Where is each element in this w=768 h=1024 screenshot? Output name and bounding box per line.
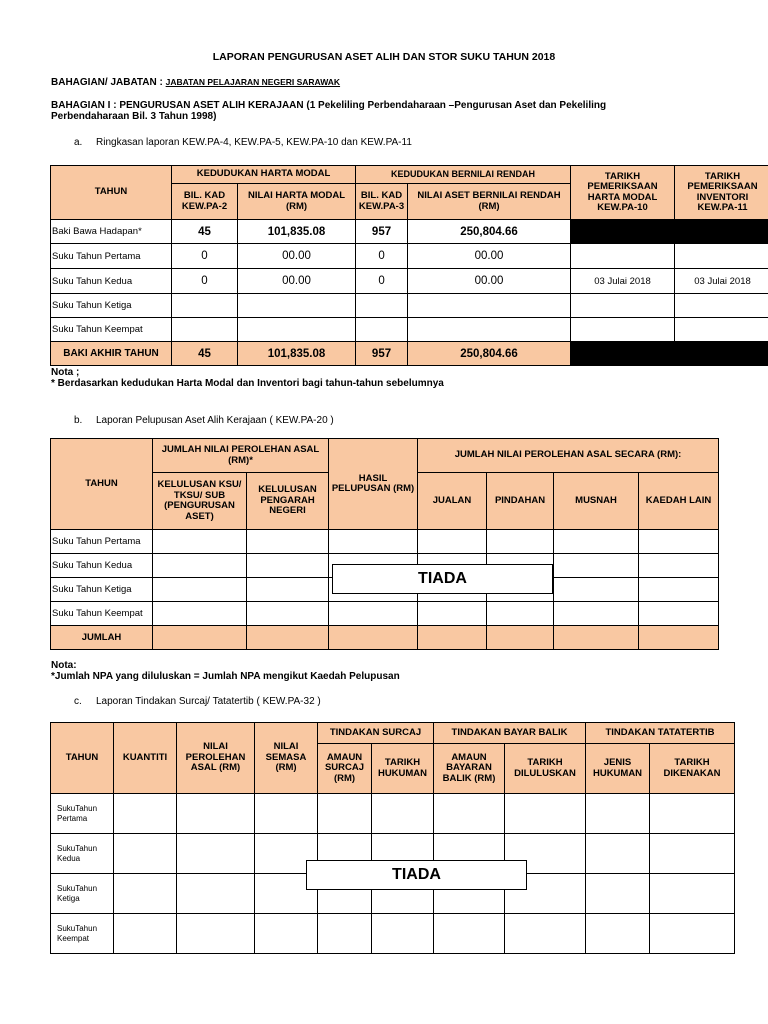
table-row-total bbox=[51, 626, 719, 650]
header-jumlah-secara: JUMLAH NILAI PEROLEHAN ASAL SECARA (RM): bbox=[418, 439, 719, 473]
header-nilai-harta-modal: NILAI HARTA MODAL (RM) bbox=[238, 184, 356, 220]
nota-b-label: Nota: bbox=[51, 660, 77, 671]
table-row-total bbox=[51, 342, 768, 366]
section-a-label: a. bbox=[74, 137, 83, 148]
header-nilai-asal: NILAI PEROLEHAN ASAL (RM) bbox=[177, 723, 255, 794]
tiada-box-b: TIADA bbox=[332, 564, 553, 594]
header-tarikh-dikenakan: TARIKH DIKENAKAN bbox=[650, 744, 735, 794]
cell-t11: 03 Julai 2018 bbox=[675, 269, 768, 294]
cell-nilai-br: 250,804.66 bbox=[408, 220, 571, 244]
row-label-jumlah: JUMLAH bbox=[51, 626, 153, 650]
jabatan-line: BAHAGIAN/ JABATAN : JABATAN PELAJARAN NEGERI SARAWAK bbox=[51, 77, 341, 88]
table-row bbox=[51, 602, 719, 626]
header-amaun-surcaj: AMAUN SURCAJ (RM) bbox=[318, 744, 372, 794]
header-tahun: TAHUN bbox=[51, 439, 153, 530]
table-row bbox=[51, 220, 768, 244]
header-musnah: MUSNAH bbox=[554, 473, 639, 530]
header-jumlah-nilai-asal: JUMLAH NILAI PEROLEHAN ASAL (RM)* bbox=[153, 439, 329, 473]
header-kuantiti: KUANTITI bbox=[114, 723, 177, 794]
empty-cell bbox=[675, 294, 768, 318]
nota-a-label: Nota ; bbox=[51, 367, 80, 378]
tiada-box-c: TIADA bbox=[306, 860, 527, 890]
empty-cell bbox=[238, 318, 356, 342]
row-label: Suku Tahun Keempat bbox=[51, 602, 153, 626]
header-jenis-hukuman: JENIS HUKUMAN bbox=[586, 744, 650, 794]
jabatan-value: JABATAN PELAJARAN NEGERI SARAWAK bbox=[165, 77, 341, 87]
cell-t10: 03 Julai 2018 bbox=[571, 269, 675, 294]
row-label: Suku Tahun Pertama bbox=[51, 530, 153, 554]
cell-nilai-hm: 101,835.08 bbox=[238, 342, 356, 366]
bahagian-1-line1: BAHAGIAN I : PENGURUSAN ASET ALIH KERAJAAN (1 Pekeliling Perbendaharaan –Pengurusan Aset dan Pekeliling bbox=[51, 100, 607, 111]
section-a-text: Ringkasan laporan KEW.PA-4, KEW.PA-5, KEW.PA-10 dan KEW.PA-11 bbox=[96, 137, 412, 148]
header-bil-kad-pa3: BIL. KAD KEW.PA-3 bbox=[356, 184, 408, 220]
header-tarikh-hukuman: TARIKH HUKUMAN bbox=[372, 744, 434, 794]
blacked-cell bbox=[571, 342, 675, 366]
row-label: Suku Tahun Pertama bbox=[51, 244, 172, 269]
cell-bil2: 0 bbox=[172, 244, 238, 269]
empty-cell bbox=[172, 294, 238, 318]
row-label: Suku Tahun Kedua bbox=[51, 269, 172, 294]
table-row bbox=[51, 794, 735, 834]
section-c-text: Laporan Tindakan Surcaj/ Tatatertib ( KEW.PA-32 ) bbox=[96, 696, 321, 707]
empty-cell bbox=[675, 318, 768, 342]
nota-a-text: * Berdasarkan kedudukan Harta Modal dan Inventori bagi tahun-tahun sebelumnya bbox=[51, 378, 444, 389]
cell-bil3: 957 bbox=[356, 342, 408, 366]
cell-nilai-br: 00.00 bbox=[408, 269, 571, 294]
header-tarikh-pa10: TARIKH PEMERIKSAAN HARTA MODAL KEW.PA-10 bbox=[571, 166, 675, 220]
bahagian-1-line2: Perbendaharaan Bil. 3 Tahun 1998) bbox=[51, 111, 217, 122]
blacked-cell bbox=[675, 220, 768, 244]
header-kelulusan-pengarah: KELULUSAN PENGARAH NEGERI bbox=[247, 473, 329, 530]
row-label: Suku Tahun Kedua bbox=[51, 554, 153, 578]
row-label: SukuTahun Pertama bbox=[51, 794, 114, 834]
header-tindakan-tatatertib: TINDAKAN TATATERTIB bbox=[586, 723, 735, 744]
header-tarikh-diluluskan: TARIKH DILULUSKAN bbox=[505, 744, 586, 794]
empty-cell bbox=[356, 318, 408, 342]
cell-bil2: 0 bbox=[172, 269, 238, 294]
cell-nilai-hm: 00.00 bbox=[238, 244, 356, 269]
cell-nilai-br: 00.00 bbox=[408, 244, 571, 269]
table-a-main bbox=[50, 165, 768, 366]
cell-bil3: 0 bbox=[356, 244, 408, 269]
cell-t10 bbox=[571, 244, 675, 269]
header-jualan: JUALAN bbox=[418, 473, 487, 530]
report-title: LAPORAN PENGURUSAN ASET ALIH DAN STOR SUKU TAHUN 2018 bbox=[212, 51, 556, 63]
row-label-total: BAKI AKHIR TAHUN bbox=[51, 342, 172, 366]
nota-b-text: *Jumlah NPA yang diluluskan = Jumlah NPA mengikut Kaedah Pelupusan bbox=[51, 671, 400, 682]
header-bil-kad-pa2: BIL. KAD KEW.PA-2 bbox=[172, 184, 238, 220]
cell-nilai-hm: 101,835.08 bbox=[238, 220, 356, 244]
empty-cell bbox=[238, 294, 356, 318]
cell-bil3: 0 bbox=[356, 269, 408, 294]
row-label: Suku Tahun Ketiga bbox=[51, 578, 153, 602]
cell-bil2: 45 bbox=[172, 220, 238, 244]
header-tindakan-surcaj: TINDAKAN SURCAJ bbox=[318, 723, 434, 744]
empty-cell bbox=[571, 318, 675, 342]
cell-nilai-hm: 00.00 bbox=[238, 269, 356, 294]
empty-cell bbox=[408, 294, 571, 318]
row-label: Suku Tahun Ketiga bbox=[51, 294, 172, 318]
cell-bil3: 957 bbox=[356, 220, 408, 244]
cell-t11 bbox=[675, 244, 768, 269]
table-row bbox=[51, 269, 768, 294]
row-label: SukuTahun Keempat bbox=[51, 914, 114, 954]
header-tarikh-pa11: TARIKH PEMERIKSAAN INVENTORI KEW.PA-11 bbox=[675, 166, 768, 220]
header-tahun: TAHUN bbox=[51, 723, 114, 794]
header-amaun-bayaran: AMAUN BAYARAN BALIK (RM) bbox=[434, 744, 505, 794]
header-tahun: TAHUN bbox=[51, 166, 172, 220]
table-row bbox=[51, 294, 768, 318]
blacked-cell bbox=[675, 342, 768, 366]
header-tindakan-bayar: TINDAKAN BAYAR BALIK bbox=[434, 723, 586, 744]
cell-bil2: 45 bbox=[172, 342, 238, 366]
blacked-cell bbox=[571, 220, 675, 244]
header-nilai-aset-rendah: NILAI ASET BERNILAI RENDAH (RM) bbox=[408, 184, 571, 220]
table-c bbox=[50, 722, 735, 954]
table-b bbox=[50, 438, 719, 650]
section-b-text: Laporan Pelupusan Aset Alih Kerajaan ( KEW.PA-20 ) bbox=[96, 415, 334, 426]
header-bernilai-rendah: KEDUDUKAN BERNILAI RENDAH bbox=[356, 166, 571, 184]
table-row bbox=[51, 318, 768, 342]
header-harta-modal: KEDUDUKAN HARTA MODAL bbox=[172, 166, 356, 184]
cell-nilai-br: 250,804.66 bbox=[408, 342, 571, 366]
row-label: Baki Bawa Hadapan* bbox=[51, 220, 172, 244]
empty-cell bbox=[172, 318, 238, 342]
empty-cell bbox=[356, 294, 408, 318]
empty-cell bbox=[571, 294, 675, 318]
jabatan-label: BAHAGIAN/ JABATAN bbox=[51, 77, 157, 88]
section-b-label: b. bbox=[74, 415, 83, 426]
row-label: Suku Tahun Keempat bbox=[51, 318, 172, 342]
row-label: SukuTahun Ketiga bbox=[51, 874, 114, 914]
row-label: SukuTahun Kedua bbox=[51, 834, 114, 874]
section-c-label: c. bbox=[74, 696, 82, 707]
table-row bbox=[51, 914, 735, 954]
header-pindahan: PINDAHAN bbox=[487, 473, 554, 530]
empty-cell bbox=[408, 318, 571, 342]
table-row bbox=[51, 530, 719, 554]
header-kelulusan-ksu: KELULUSAN KSU/ TKSU/ SUB (PENGURUSAN ASET) bbox=[153, 473, 247, 530]
header-nilai-semasa: NILAI SEMASA (RM) bbox=[255, 723, 318, 794]
header-hasil: HASIL PELUPUSAN (RM) bbox=[329, 439, 418, 530]
table-row bbox=[51, 244, 768, 269]
header-kaedah-lain: KAEDAH LAIN bbox=[639, 473, 719, 530]
